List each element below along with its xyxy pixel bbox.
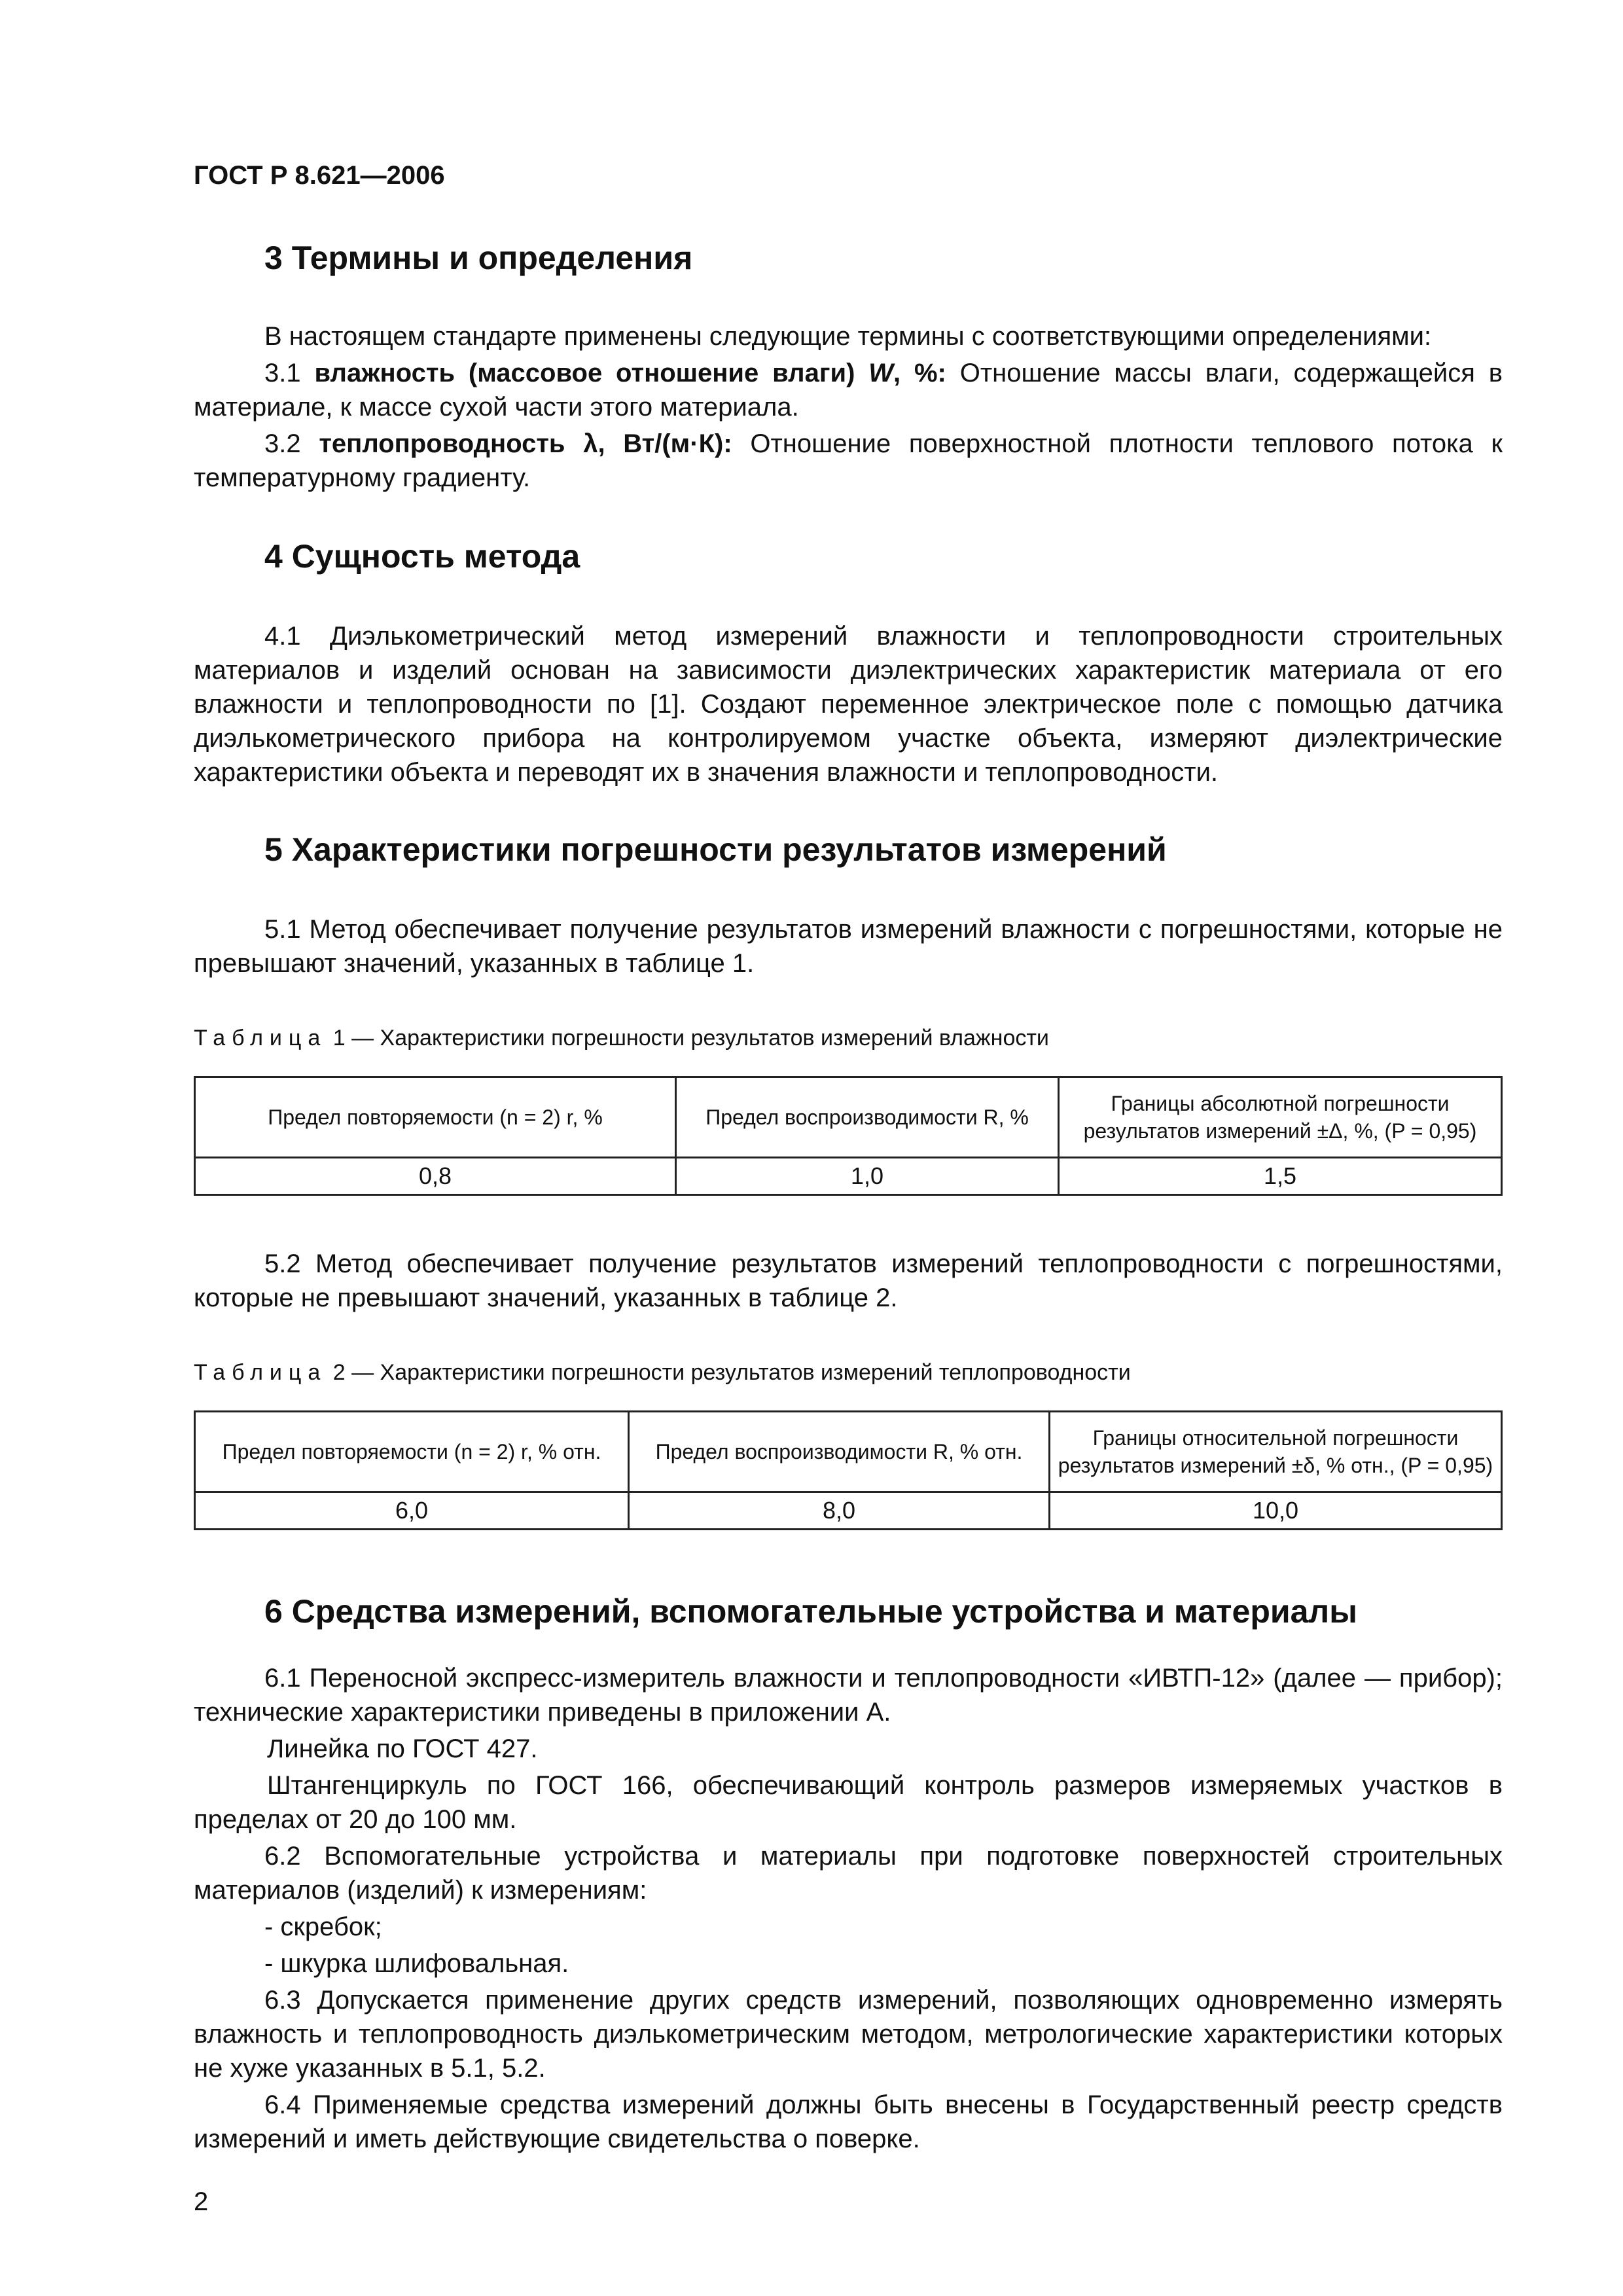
section-3-title: 3 Термины и определения — [264, 240, 693, 276]
table-2-value-cell: 8,0 — [629, 1492, 1050, 1530]
table-2-caption-text: 2 — Характеристики погрешности результатов измерений теплопроводности — [327, 1360, 1131, 1385]
term-2-number: 3.2 — [264, 429, 319, 458]
term-1-unit: , %: — [893, 359, 946, 387]
section-6-paragraph-5: 6.3 Допускается применение других средств измерений, позволяющих одновременно измерять влажность и теплопроводность диэлькометрическим методом, метрологические характеристики которых не хуже указанных в 5.1, 5.2. — [194, 1986, 1503, 2083]
document-body — [194, 216, 1503, 2159]
table-2-caption — [194, 1358, 1503, 1387]
list-item: - скребок; — [264, 1912, 382, 1941]
table-1-caption-word: Таблица — [194, 1026, 327, 1050]
table-2 — [194, 1410, 1503, 1530]
table-1-caption-text: 1 — Характеристики погрешности результатов измерений влажности — [327, 1026, 1049, 1050]
table-2-header-cell: Предел воспроизводимости R, % отн. — [629, 1412, 1050, 1492]
table-1-value-row — [195, 1158, 1502, 1195]
section-6-paragraph-2: Линейка по ГОСТ 427. — [267, 1734, 538, 1763]
term-2-definition: Отношение поверхностной плотности теплового потока к температурному градиенту. — [194, 429, 1503, 492]
table-2-value-cell: 6,0 — [195, 1492, 629, 1530]
table-2-header-cell: Границы относительной погрешности результатов измерений ±δ, % отн., (P = 0,95) — [1050, 1412, 1502, 1492]
section-6-paragraph-6: 6.4 Применяемые средства измерений должны быть внесены в Государственный реестр средств измерений и иметь действующие свидетельства о поверке. — [194, 2090, 1503, 2153]
term-1-definition: Отношение массы влаги, содержащейся в материале, к массе сухой части этого материала. — [194, 359, 1503, 422]
term-1-name: влажность (массовое отношение влаги) — [314, 359, 869, 387]
table-1-value-cell: 1,0 — [676, 1158, 1059, 1195]
section-5-paragraph-1: 5.1 Метод обеспечивает получение результатов измерений влажности с погрешностями, которые не превышают значений, указанных в таблице 1. — [194, 915, 1503, 978]
section-6-paragraph-4: 6.2 Вспомогательные устройства и материалы при подготовке поверхностей строительных материалов (изделий) к измерениям: — [194, 1842, 1503, 1905]
term-1-number: 3.1 — [264, 359, 315, 387]
table-1-value-cell: 0,8 — [195, 1158, 676, 1195]
term-1-symbol: W — [868, 359, 894, 387]
table-1-header-cell: Границы абсолютной погрешности результатов измерений ±Δ, %, (P = 0,95) — [1059, 1077, 1502, 1158]
document-header: ГОСТ Р 8.621—2006 — [194, 161, 445, 190]
term-1 — [194, 356, 1503, 424]
section-4-title: 4 Сущность метода — [264, 538, 580, 575]
table-1-caption — [194, 1024, 1503, 1052]
page-number: 2 — [194, 2187, 209, 2216]
table-1 — [194, 1076, 1503, 1196]
table-2-header-cell: Предел повторяемости (n = 2) r, % отн. — [195, 1412, 629, 1492]
section-3-intro: В настоящем стандарте применены следующие термины с соответствующими определениями: — [264, 322, 1432, 351]
section-5-title: 5 Характеристики погрешности результатов измерений — [264, 831, 1167, 868]
term-2-name: теплопроводность λ, Вт/(м·К): — [319, 429, 732, 458]
list-item: - шкурка шлифовальная. — [264, 1949, 569, 1978]
table-2-header-row — [195, 1412, 1502, 1492]
section-6-title: 6 Средства измерений, вспомогательные устройства и материалы — [264, 1593, 1357, 1630]
section-5-paragraph-2: 5.2 Метод обеспечивает получение результатов измерений теплопроводности с погрешностями, которые не превышают значений, указанных в таблице 2. — [194, 1249, 1503, 1312]
table-1-header-cell: Предел повторяемости (n = 2) r, % — [195, 1077, 676, 1158]
table-2-value-row — [195, 1492, 1502, 1530]
table-1-header-cell: Предел воспроизводимости R, % — [676, 1077, 1059, 1158]
table-2-caption-word: Таблица — [194, 1360, 327, 1385]
section-6-paragraph-3: Штангенциркуль по ГОСТ 166, обеспечивающий контроль размеров измеряемых участков в пределах от 20 до 100 мм. — [194, 1771, 1503, 1834]
term-2 — [194, 427, 1503, 495]
section-6-paragraph-1: 6.1 Переносной экспресс-измеритель влажности и теплопроводности «ИВТП-12» (далее — прибор); технические характеристики приведены в приложении А. — [194, 1664, 1503, 1727]
section-4-paragraph-1: 4.1 Диэлькометрический метод измерений влажности и теплопроводности строительных материалов и изделий основан на зависимости диэлектрических характеристик материала от его влажности и теплопроводности по [1]. Создают переменное электрическое поле с помощью датчика диэлькометрического прибора на контролируемом участке объекта, измеряют диэлектрические характеристики объекта и переводят их в значения влажности и теплопроводности. — [194, 622, 1503, 787]
table-1-value-cell: 1,5 — [1059, 1158, 1502, 1195]
table-1-header-row — [195, 1077, 1502, 1158]
table-2-value-cell: 10,0 — [1050, 1492, 1502, 1530]
